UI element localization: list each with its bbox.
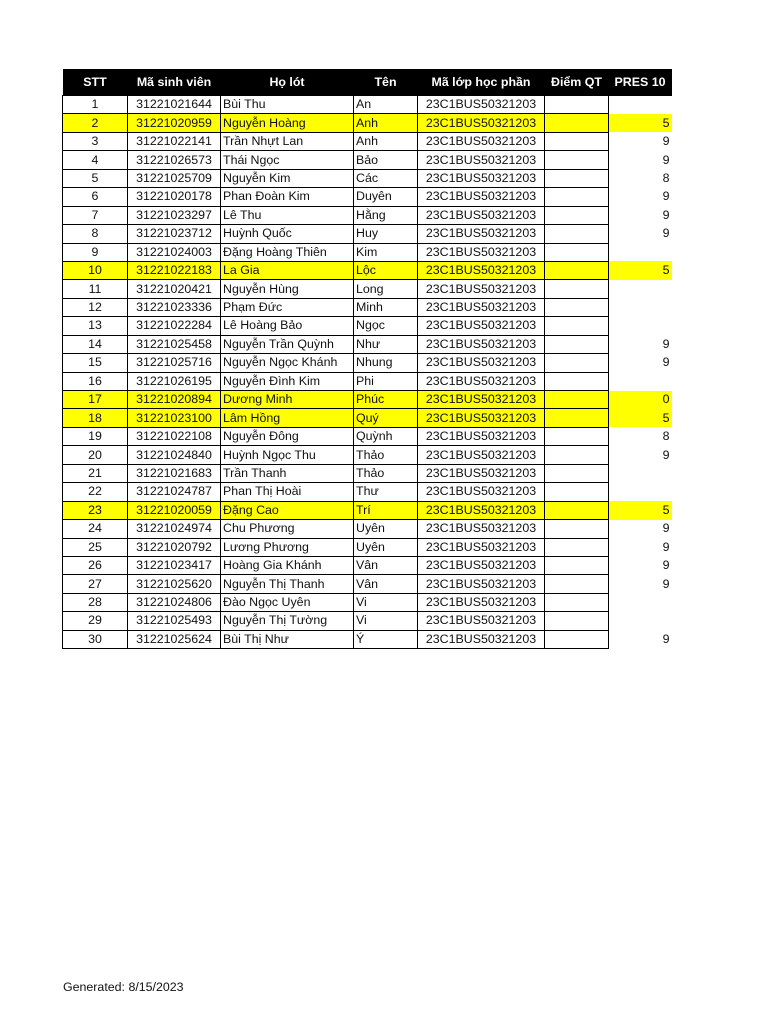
- cell-student-id: 31221022108: [128, 427, 221, 445]
- table-row: [63, 409, 672, 427]
- cell-stt: 18: [63, 409, 128, 427]
- table-row: [63, 243, 672, 261]
- cell-diem-qt: [545, 556, 609, 574]
- cell-class-code: 23C1BUS50321203: [418, 630, 545, 648]
- cell-first-name: Phi: [354, 372, 418, 390]
- cell-class-code: 23C1BUS50321203: [418, 483, 545, 501]
- cell-student-id: 31221021683: [128, 464, 221, 482]
- table-row: [63, 96, 672, 114]
- cell-first-name: Anh: [354, 114, 418, 132]
- cell-pres10: [609, 317, 672, 335]
- cell-pres10: [609, 243, 672, 261]
- cell-diem-qt: [545, 501, 609, 519]
- table-row: [63, 225, 672, 243]
- cell-first-name: Ngọc: [354, 317, 418, 335]
- cell-first-name: Ý: [354, 630, 418, 648]
- cell-pres10: 5: [609, 114, 672, 132]
- cell-first-name: Hằng: [354, 206, 418, 224]
- cell-student-id: 31221024787: [128, 483, 221, 501]
- table-row: [63, 501, 672, 519]
- cell-pres10: [609, 280, 672, 298]
- cell-student-id: 31221022141: [128, 132, 221, 150]
- student-roster-sheet: [62, 69, 672, 649]
- cell-class-code: 23C1BUS50321203: [418, 169, 545, 187]
- cell-pres10: [609, 483, 672, 501]
- cell-stt: 2: [63, 114, 128, 132]
- cell-pres10: 9: [609, 188, 672, 206]
- cell-last-middle-name: Nguyễn Hoàng: [221, 114, 354, 132]
- table-row: [63, 520, 672, 538]
- table-row: [63, 483, 672, 501]
- cell-stt: 7: [63, 206, 128, 224]
- cell-stt: 28: [63, 593, 128, 611]
- cell-diem-qt: [545, 483, 609, 501]
- cell-last-middle-name: Dương Minh: [221, 391, 354, 409]
- cell-class-code: 23C1BUS50321203: [418, 188, 545, 206]
- cell-first-name: Phúc: [354, 391, 418, 409]
- cell-diem-qt: [545, 464, 609, 482]
- cell-pres10: 9: [609, 132, 672, 150]
- cell-pres10: 9: [609, 520, 672, 538]
- cell-diem-qt: [545, 280, 609, 298]
- cell-first-name: Quỳnh: [354, 427, 418, 445]
- cell-student-id: 31221023712: [128, 225, 221, 243]
- cell-class-code: 23C1BUS50321203: [418, 520, 545, 538]
- cell-last-middle-name: Phạm Đức: [221, 298, 354, 316]
- cell-class-code: 23C1BUS50321203: [418, 593, 545, 611]
- cell-first-name: Thảo: [354, 446, 418, 464]
- cell-diem-qt: [545, 206, 609, 224]
- cell-last-middle-name: Nguyễn Đông: [221, 427, 354, 445]
- cell-student-id: 31221023100: [128, 409, 221, 427]
- table-row: [63, 556, 672, 574]
- cell-pres10: 8: [609, 427, 672, 445]
- cell-class-code: 23C1BUS50321203: [418, 612, 545, 630]
- cell-student-id: 31221025624: [128, 630, 221, 648]
- table-row: [63, 427, 672, 445]
- table-header: [63, 69, 672, 96]
- cell-pres10: 9: [609, 206, 672, 224]
- cell-class-code: 23C1BUS50321203: [418, 114, 545, 132]
- cell-first-name: Uyên: [354, 520, 418, 538]
- cell-student-id: 31221021644: [128, 96, 221, 114]
- header-diem-qt: Điểm QT: [545, 69, 609, 96]
- cell-stt: 9: [63, 243, 128, 261]
- header-pres10: PRES 10: [609, 69, 672, 96]
- cell-stt: 16: [63, 372, 128, 390]
- cell-diem-qt: [545, 225, 609, 243]
- cell-class-code: 23C1BUS50321203: [418, 298, 545, 316]
- cell-stt: 19: [63, 427, 128, 445]
- cell-last-middle-name: Phan Thị Hoài: [221, 483, 354, 501]
- cell-student-id: 31221020421: [128, 280, 221, 298]
- cell-class-code: 23C1BUS50321203: [418, 556, 545, 574]
- cell-last-middle-name: La Gia: [221, 261, 354, 279]
- cell-student-id: 31221024840: [128, 446, 221, 464]
- cell-student-id: 31221025709: [128, 169, 221, 187]
- cell-first-name: Long: [354, 280, 418, 298]
- table-row: [63, 188, 672, 206]
- cell-student-id: 31221025620: [128, 575, 221, 593]
- cell-last-middle-name: Bùi Thị Như: [221, 630, 354, 648]
- cell-stt: 30: [63, 630, 128, 648]
- cell-pres10: [609, 464, 672, 482]
- cell-diem-qt: [545, 335, 609, 353]
- cell-class-code: 23C1BUS50321203: [418, 261, 545, 279]
- cell-diem-qt: [545, 593, 609, 611]
- cell-pres10: 9: [609, 630, 672, 648]
- cell-first-name: An: [354, 96, 418, 114]
- cell-class-code: 23C1BUS50321203: [418, 372, 545, 390]
- cell-pres10: 9: [609, 151, 672, 169]
- cell-stt: 24: [63, 520, 128, 538]
- cell-pres10: 5: [609, 409, 672, 427]
- cell-student-id: 31221020894: [128, 391, 221, 409]
- cell-pres10: 9: [609, 335, 672, 353]
- cell-class-code: 23C1BUS50321203: [418, 391, 545, 409]
- cell-class-code: 23C1BUS50321203: [418, 427, 545, 445]
- cell-stt: 11: [63, 280, 128, 298]
- cell-diem-qt: [545, 446, 609, 464]
- cell-first-name: Bảo: [354, 151, 418, 169]
- cell-student-id: 31221024974: [128, 520, 221, 538]
- header-row: [63, 69, 672, 96]
- cell-last-middle-name: Nguyễn Hùng: [221, 280, 354, 298]
- cell-class-code: 23C1BUS50321203: [418, 96, 545, 114]
- cell-stt: 12: [63, 298, 128, 316]
- cell-first-name: Vi: [354, 612, 418, 630]
- cell-class-code: 23C1BUS50321203: [418, 206, 545, 224]
- cell-first-name: Thư: [354, 483, 418, 501]
- table-row: [63, 317, 672, 335]
- cell-pres10: 9: [609, 575, 672, 593]
- cell-stt: 15: [63, 354, 128, 372]
- cell-pres10: 0: [609, 391, 672, 409]
- cell-pres10: [609, 96, 672, 114]
- cell-student-id: 31221023417: [128, 556, 221, 574]
- cell-class-code: 23C1BUS50321203: [418, 409, 545, 427]
- table-row: [63, 538, 672, 556]
- table-row: [63, 354, 672, 372]
- cell-class-code: 23C1BUS50321203: [418, 243, 545, 261]
- table-row: [63, 169, 672, 187]
- cell-first-name: Nhung: [354, 354, 418, 372]
- cell-student-id: 31221025716: [128, 354, 221, 372]
- header-ho-lot: Họ lót: [221, 69, 354, 96]
- cell-last-middle-name: Lâm Hồng: [221, 409, 354, 427]
- cell-student-id: 31221020959: [128, 114, 221, 132]
- cell-diem-qt: [545, 261, 609, 279]
- cell-first-name: Huy: [354, 225, 418, 243]
- cell-stt: 4: [63, 151, 128, 169]
- table-row: [63, 575, 672, 593]
- cell-pres10: 9: [609, 354, 672, 372]
- cell-first-name: Lộc: [354, 261, 418, 279]
- cell-stt: 26: [63, 556, 128, 574]
- cell-diem-qt: [545, 96, 609, 114]
- cell-last-middle-name: Thái Ngọc: [221, 151, 354, 169]
- cell-last-middle-name: Nguyễn Ngọc Khánh: [221, 354, 354, 372]
- cell-diem-qt: [545, 612, 609, 630]
- cell-first-name: Vân: [354, 575, 418, 593]
- cell-last-middle-name: Nguyễn Kim: [221, 169, 354, 187]
- table-body: [63, 96, 672, 649]
- cell-pres10: 9: [609, 446, 672, 464]
- cell-student-id: 31221024806: [128, 593, 221, 611]
- cell-class-code: 23C1BUS50321203: [418, 132, 545, 150]
- cell-diem-qt: [545, 575, 609, 593]
- cell-class-code: 23C1BUS50321203: [418, 464, 545, 482]
- cell-diem-qt: [545, 298, 609, 316]
- cell-first-name: Như: [354, 335, 418, 353]
- cell-class-code: 23C1BUS50321203: [418, 575, 545, 593]
- cell-last-middle-name: Nguyễn Trần Quỳnh: [221, 335, 354, 353]
- cell-pres10: 9: [609, 538, 672, 556]
- cell-first-name: Kim: [354, 243, 418, 261]
- cell-first-name: Thảo: [354, 464, 418, 482]
- cell-diem-qt: [545, 132, 609, 150]
- table-row: [63, 114, 672, 132]
- cell-student-id: 31221024003: [128, 243, 221, 261]
- cell-last-middle-name: Đặng Hoàng Thiên: [221, 243, 354, 261]
- cell-stt: 29: [63, 612, 128, 630]
- cell-last-middle-name: Huỳnh Quốc: [221, 225, 354, 243]
- cell-diem-qt: [545, 427, 609, 445]
- cell-class-code: 23C1BUS50321203: [418, 335, 545, 353]
- cell-first-name: Anh: [354, 132, 418, 150]
- cell-student-id: 31221026573: [128, 151, 221, 169]
- cell-stt: 27: [63, 575, 128, 593]
- cell-student-id: 31221023336: [128, 298, 221, 316]
- table-row: [63, 464, 672, 482]
- header-stt: STT: [63, 69, 128, 96]
- cell-student-id: 31221026195: [128, 372, 221, 390]
- cell-diem-qt: [545, 409, 609, 427]
- cell-diem-qt: [545, 630, 609, 648]
- cell-diem-qt: [545, 354, 609, 372]
- cell-diem-qt: [545, 114, 609, 132]
- cell-class-code: 23C1BUS50321203: [418, 317, 545, 335]
- table-row: [63, 630, 672, 648]
- header-ten: Tên: [354, 69, 418, 96]
- cell-stt: 17: [63, 391, 128, 409]
- cell-pres10: 9: [609, 556, 672, 574]
- cell-last-middle-name: Nguyễn Thị Thanh: [221, 575, 354, 593]
- student-roster-table: [62, 69, 672, 649]
- cell-diem-qt: [545, 151, 609, 169]
- cell-class-code: 23C1BUS50321203: [418, 151, 545, 169]
- cell-diem-qt: [545, 317, 609, 335]
- cell-last-middle-name: Trần Nhựt Lan: [221, 132, 354, 150]
- cell-first-name: Trí: [354, 501, 418, 519]
- table-row: [63, 261, 672, 279]
- cell-last-middle-name: Đặng Cao: [221, 501, 354, 519]
- table-row: [63, 612, 672, 630]
- cell-pres10: [609, 593, 672, 611]
- cell-diem-qt: [545, 243, 609, 261]
- table-row: [63, 391, 672, 409]
- cell-diem-qt: [545, 538, 609, 556]
- cell-class-code: 23C1BUS50321203: [418, 501, 545, 519]
- cell-last-middle-name: Huỳnh Ngọc Thu: [221, 446, 354, 464]
- cell-student-id: 31221020792: [128, 538, 221, 556]
- cell-class-code: 23C1BUS50321203: [418, 446, 545, 464]
- cell-diem-qt: [545, 169, 609, 187]
- cell-first-name: Quý: [354, 409, 418, 427]
- header-ma-sinh-vien: Mã sinh viên: [128, 69, 221, 96]
- table-row: [63, 206, 672, 224]
- cell-stt: 22: [63, 483, 128, 501]
- cell-first-name: Vân: [354, 556, 418, 574]
- cell-last-middle-name: Lương Phương: [221, 538, 354, 556]
- cell-last-middle-name: Lê Hoàng Bảo: [221, 317, 354, 335]
- cell-pres10: 9: [609, 225, 672, 243]
- cell-student-id: 31221022284: [128, 317, 221, 335]
- cell-stt: 5: [63, 169, 128, 187]
- cell-diem-qt: [545, 372, 609, 390]
- table-row: [63, 132, 672, 150]
- cell-stt: 25: [63, 538, 128, 556]
- cell-first-name: Uyên: [354, 538, 418, 556]
- cell-pres10: 8: [609, 169, 672, 187]
- cell-last-middle-name: Chu Phương: [221, 520, 354, 538]
- cell-first-name: Duyên: [354, 188, 418, 206]
- cell-stt: 8: [63, 225, 128, 243]
- generated-date: Generated: 8/15/2023: [63, 980, 184, 994]
- table-row: [63, 372, 672, 390]
- cell-stt: 14: [63, 335, 128, 353]
- cell-pres10: [609, 298, 672, 316]
- cell-last-middle-name: Phan Đoàn Kim: [221, 188, 354, 206]
- cell-student-id: 31221025458: [128, 335, 221, 353]
- table-row: [63, 298, 672, 316]
- cell-last-middle-name: Trần Thanh: [221, 464, 354, 482]
- cell-first-name: Vi: [354, 593, 418, 611]
- table-row: [63, 280, 672, 298]
- cell-pres10: 5: [609, 501, 672, 519]
- cell-diem-qt: [545, 520, 609, 538]
- cell-student-id: 31221020059: [128, 501, 221, 519]
- cell-diem-qt: [545, 188, 609, 206]
- table-row: [63, 593, 672, 611]
- cell-class-code: 23C1BUS50321203: [418, 354, 545, 372]
- cell-pres10: [609, 612, 672, 630]
- cell-last-middle-name: Đào Ngọc Uyên: [221, 593, 354, 611]
- cell-last-middle-name: Bùi Thu: [221, 96, 354, 114]
- cell-class-code: 23C1BUS50321203: [418, 225, 545, 243]
- cell-stt: 23: [63, 501, 128, 519]
- cell-student-id: 31221025493: [128, 612, 221, 630]
- cell-student-id: 31221022183: [128, 261, 221, 279]
- cell-class-code: 23C1BUS50321203: [418, 538, 545, 556]
- table-row: [63, 335, 672, 353]
- cell-class-code: 23C1BUS50321203: [418, 280, 545, 298]
- table-row: [63, 446, 672, 464]
- cell-pres10: [609, 372, 672, 390]
- cell-last-middle-name: Nguyễn Thị Tường: [221, 612, 354, 630]
- cell-student-id: 31221020178: [128, 188, 221, 206]
- table-row: [63, 151, 672, 169]
- cell-last-middle-name: Nguyễn Đình Kim: [221, 372, 354, 390]
- cell-first-name: Minh: [354, 298, 418, 316]
- cell-stt: 21: [63, 464, 128, 482]
- cell-stt: 13: [63, 317, 128, 335]
- cell-stt: 3: [63, 132, 128, 150]
- cell-stt: 10: [63, 261, 128, 279]
- cell-first-name: Các: [354, 169, 418, 187]
- cell-diem-qt: [545, 391, 609, 409]
- cell-student-id: 31221023297: [128, 206, 221, 224]
- cell-stt: 20: [63, 446, 128, 464]
- cell-pres10: 5: [609, 261, 672, 279]
- cell-stt: 1: [63, 96, 128, 114]
- cell-last-middle-name: Hoàng Gia Khánh: [221, 556, 354, 574]
- cell-stt: 6: [63, 188, 128, 206]
- cell-last-middle-name: Lê Thu: [221, 206, 354, 224]
- header-ma-lop-hoc-phan: Mã lớp học phần: [418, 69, 545, 96]
